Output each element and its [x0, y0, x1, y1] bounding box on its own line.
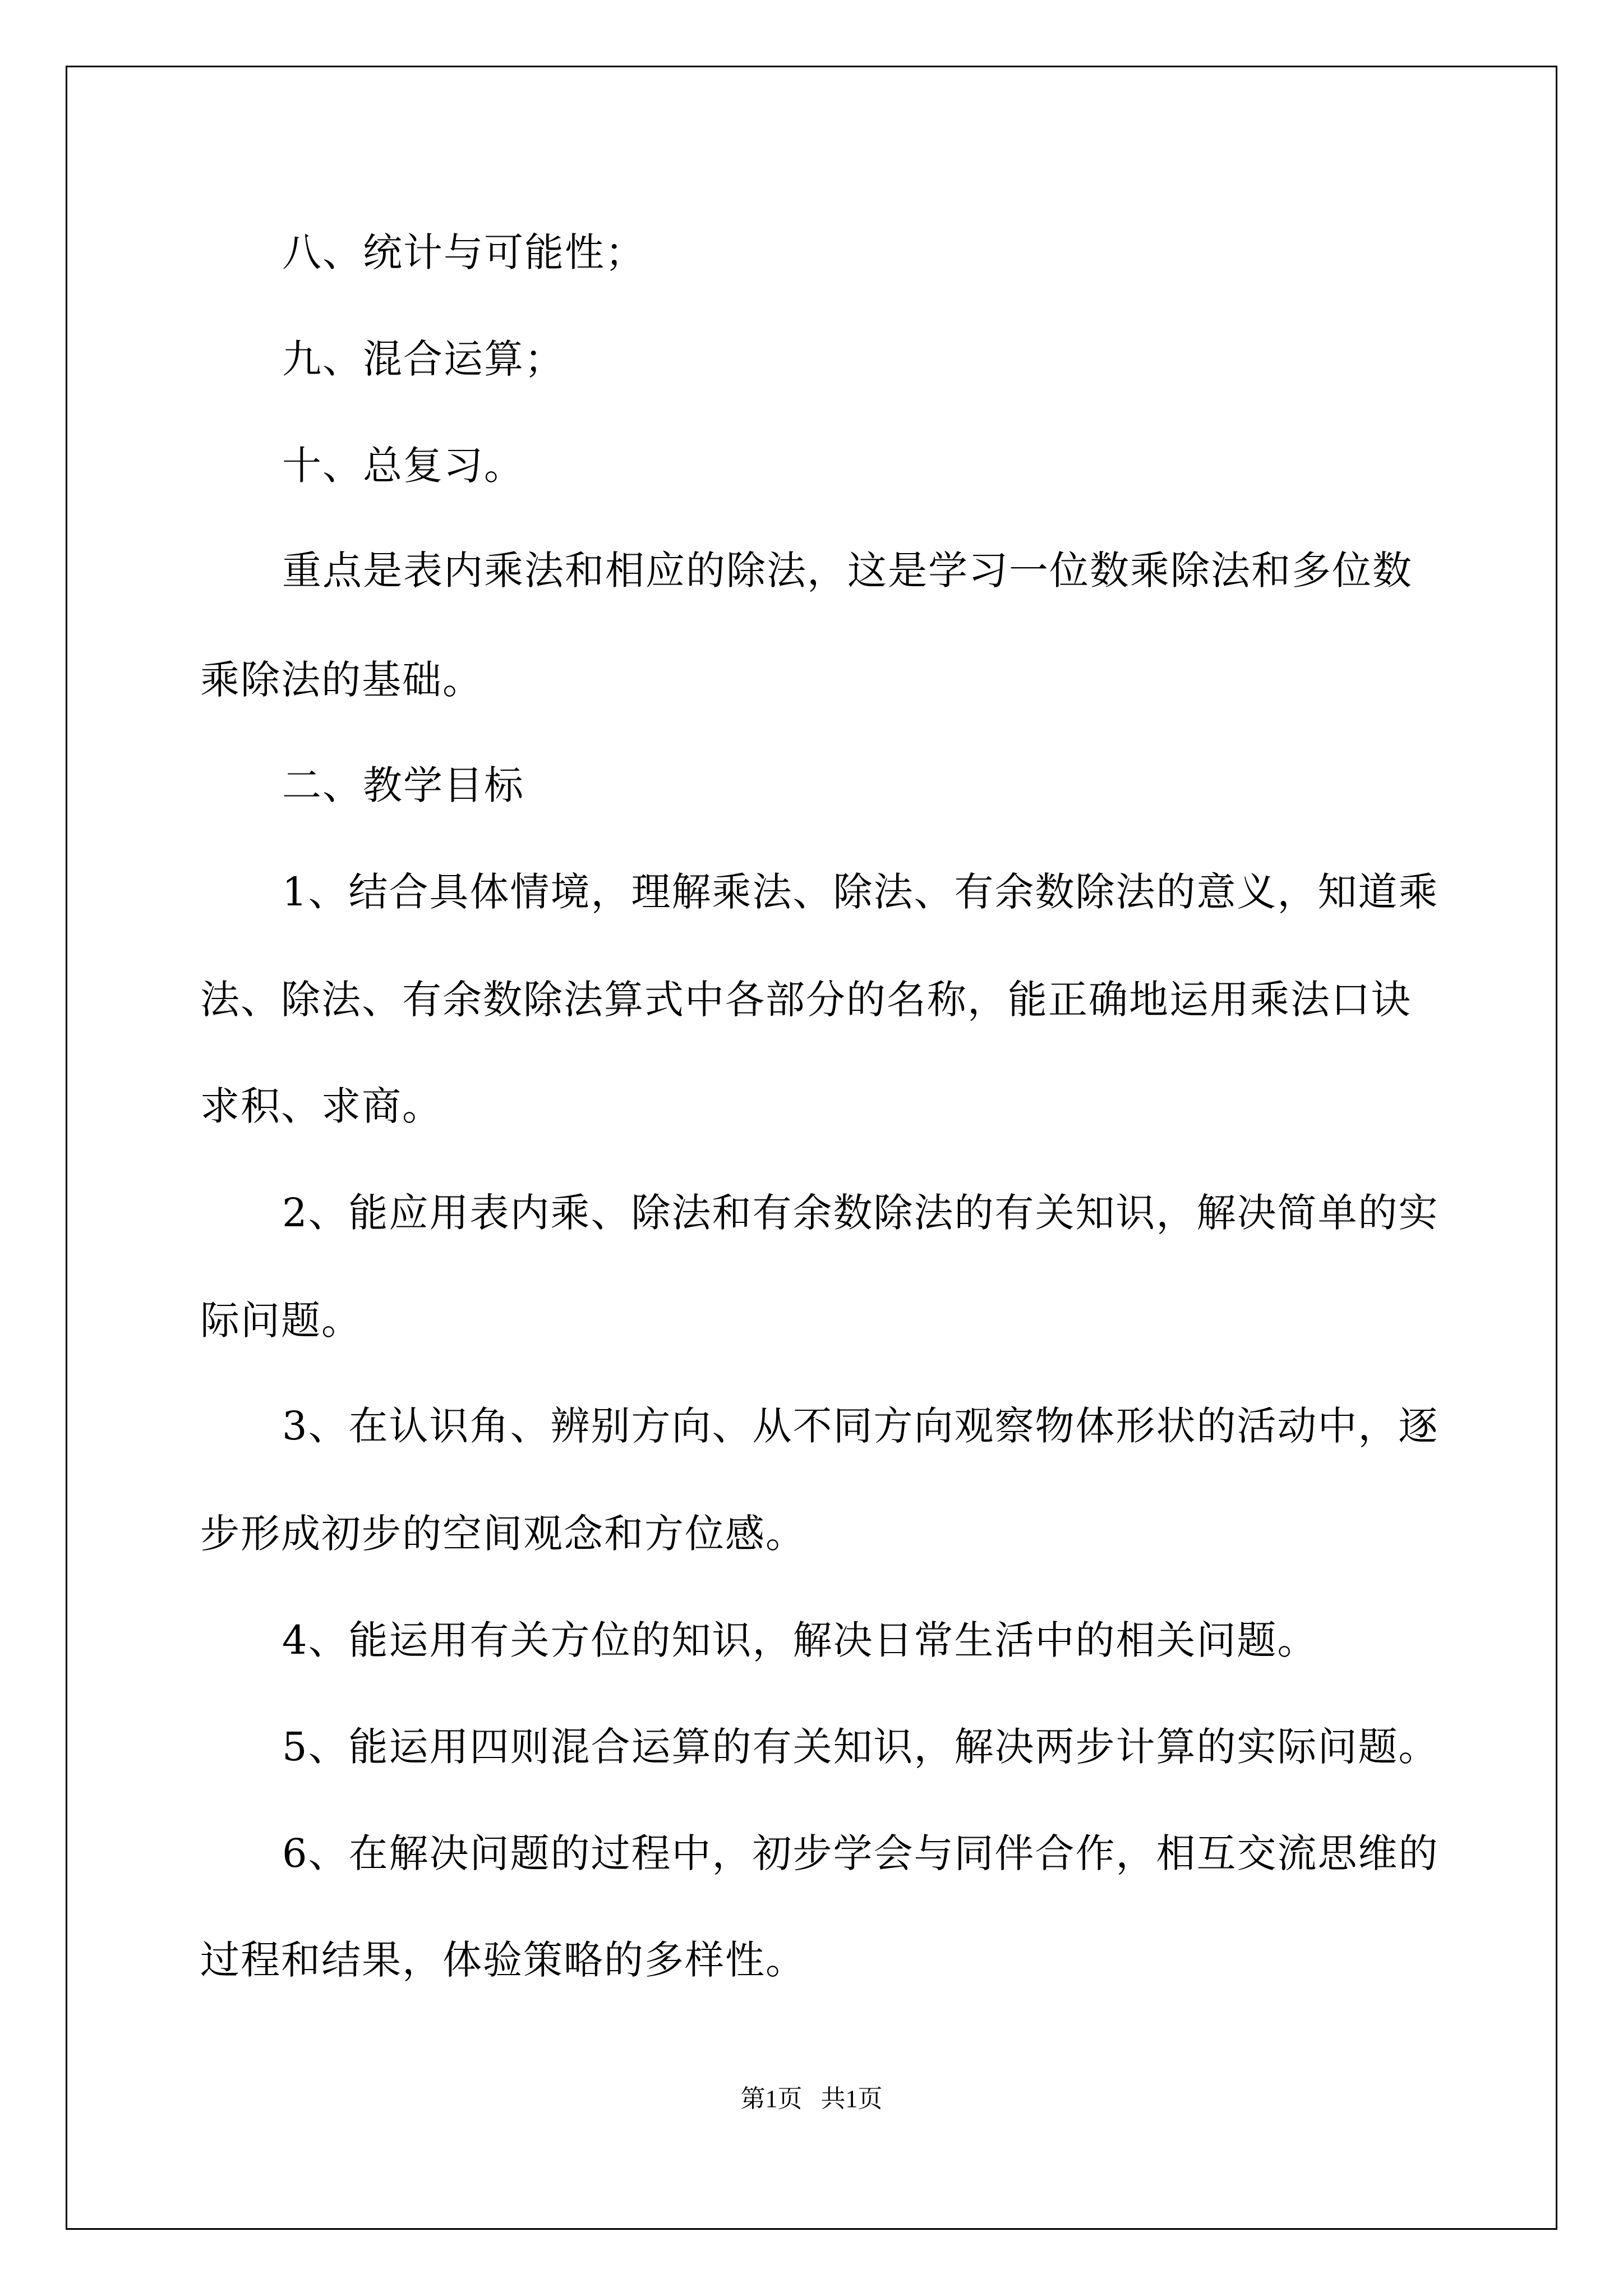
text-line: 十、总复习。 [282, 443, 524, 489]
page-info: 第1页 共1页 [740, 2085, 883, 2113]
text-line: 过程和结果，体验策略的多样性。 [200, 1937, 806, 1983]
text-line: 2、能应用表内乘、除法和有余数除法的有关知识，解决简单的实 [282, 1190, 1439, 1236]
section-heading: 二、教学目标 [282, 762, 524, 808]
text-line: 际问题。 [200, 1297, 362, 1343]
text-line: 步形成初步的空间观念和方位感。 [200, 1511, 806, 1557]
text-line: 八、统计与可能性； [282, 229, 645, 275]
text-line: 5、能运用四则混合运算的有关知识，解决两步计算的实际问题。 [282, 1724, 1439, 1770]
text-line: 重点是表内乘法和相应的除法，这是学习一位数乘除法和多位数 [282, 547, 1413, 593]
page-number-footer [0, 2082, 1623, 2116]
text-line: 3、在认识角、辨别方向、从不同方向观察物体形状的活动中，逐 [282, 1403, 1439, 1449]
text-line: 求积、求商。 [200, 1083, 442, 1129]
text-line: 乘除法的基础。 [200, 657, 483, 703]
text-line: 法、除法、有余数除法算式中各部分的名称，能正确地运用乘法口诀 [200, 977, 1412, 1023]
text-line: 1、结合具体情境，理解乘法、除法、有余数除法的意义，知道乘 [282, 869, 1439, 915]
text-line: 6、在解决问题的过程中，初步学会与同伴合作，相互交流思维的 [282, 1830, 1439, 1876]
text-line: 4、能运用有关方位的知识，解决日常生活中的相关问题。 [282, 1617, 1318, 1663]
text-line: 九、混合运算； [282, 336, 565, 382]
page-border [66, 66, 1557, 2230]
